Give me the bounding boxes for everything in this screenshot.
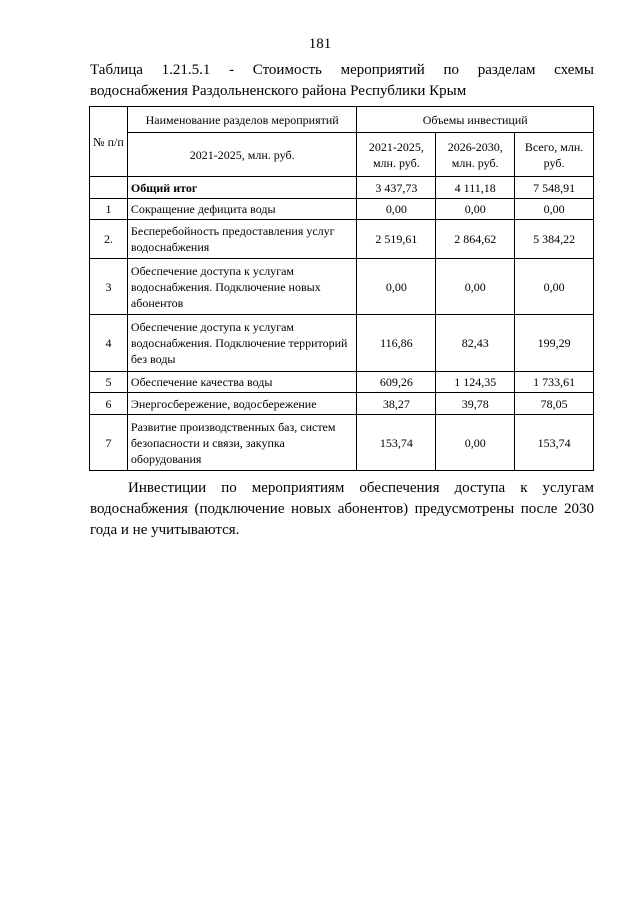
header-col-2021-2025: 2021-2025, млн. руб.: [357, 133, 436, 177]
total-value-3: 7 548,91: [515, 177, 594, 199]
header-period: 2021-2025, млн. руб.: [127, 133, 357, 177]
row-name: Обеспечение качества воды: [127, 372, 357, 393]
row-value-2: 0,00: [436, 415, 515, 471]
table-subheader-row: [90, 133, 594, 177]
total-value-1: 3 437,73: [357, 177, 436, 199]
header-num: № п/п: [90, 107, 128, 177]
row-num: 4: [90, 315, 128, 372]
row-name: Бесперебойность предоставления услуг водоснабжения: [127, 220, 357, 259]
row-value-2: 82,43: [436, 315, 515, 372]
row-value-1: 116,86: [357, 315, 436, 372]
row-value-1: 38,27: [357, 393, 436, 415]
header-col-total: Всего, млн. руб.: [515, 133, 594, 177]
row-value-3: 1 733,61: [515, 372, 594, 393]
row-value-2: 39,78: [436, 393, 515, 415]
row-value-1: 0,00: [357, 199, 436, 220]
table-caption: Таблица 1.21.5.1 - Стоимость мероприятий по разделам схемы: [90, 62, 594, 78]
row-value-2: 2 864,62: [436, 220, 515, 259]
row-value-3: 0,00: [515, 199, 594, 220]
row-num: 5: [90, 372, 128, 393]
table-row: [90, 259, 594, 315]
row-name: Обеспечение доступа к услугам водоснабжения. Подключение территорий без воды: [127, 315, 357, 372]
page-number: 181: [308, 36, 332, 52]
table-row: [90, 315, 594, 372]
table-row: [90, 372, 594, 393]
row-num: 7: [90, 415, 128, 471]
row-value-2: 1 124,35: [436, 372, 515, 393]
row-name: Сокращение дефицита воды: [127, 199, 357, 220]
row-value-2: 0,00: [436, 199, 515, 220]
row-value-3: 153,74: [515, 415, 594, 471]
row-value-1: 2 519,61: [357, 220, 436, 259]
total-label: Общий итог: [127, 177, 357, 199]
row-name: Энергосбережение, водосбережение: [127, 393, 357, 415]
row-value-1: 0,00: [357, 259, 436, 315]
row-num: 2.: [90, 220, 128, 259]
note-paragraph: [90, 478, 594, 541]
table-caption-continued: водоснабжения Раздольненского района Республики Крым: [90, 83, 467, 99]
row-value-3: 78,05: [515, 393, 594, 415]
row-name: Обеспечение доступа к услугам водоснабжения. Подключение новых абонентов: [127, 259, 357, 315]
row-name: Развитие производственных баз, систем безопасности и связи, закупка оборудования: [127, 415, 357, 471]
row-value-2: 0,00: [436, 259, 515, 315]
row-value-1: 609,26: [357, 372, 436, 393]
note-text: Инвестиции по мероприятиям обеспечения доступа к услугам водоснабжения (подключение новых абонентов) предусмотрены после 2030 года и не учитываются.: [90, 480, 594, 538]
row-value-3: 0,00: [515, 259, 594, 315]
row-value-1: 153,74: [357, 415, 436, 471]
row-value-3: 5 384,22: [515, 220, 594, 259]
row-num: 1: [90, 199, 128, 220]
table-row: [90, 199, 594, 220]
table-row-total: [90, 177, 594, 199]
row-num: 3: [90, 259, 128, 315]
header-col-2026-2030: 2026-2030, млн. руб.: [436, 133, 515, 177]
investment-table: [89, 106, 594, 471]
header-invest: Объемы инвестиций: [357, 107, 594, 133]
header-name: Наименование разделов мероприятий: [127, 107, 357, 133]
row-num: 6: [90, 393, 128, 415]
table-row: [90, 393, 594, 415]
table-row: [90, 220, 594, 259]
total-value-2: 4 111,18: [436, 177, 515, 199]
table-header-row: [90, 107, 594, 133]
row-value-3: 199,29: [515, 315, 594, 372]
table-row: [90, 415, 594, 471]
